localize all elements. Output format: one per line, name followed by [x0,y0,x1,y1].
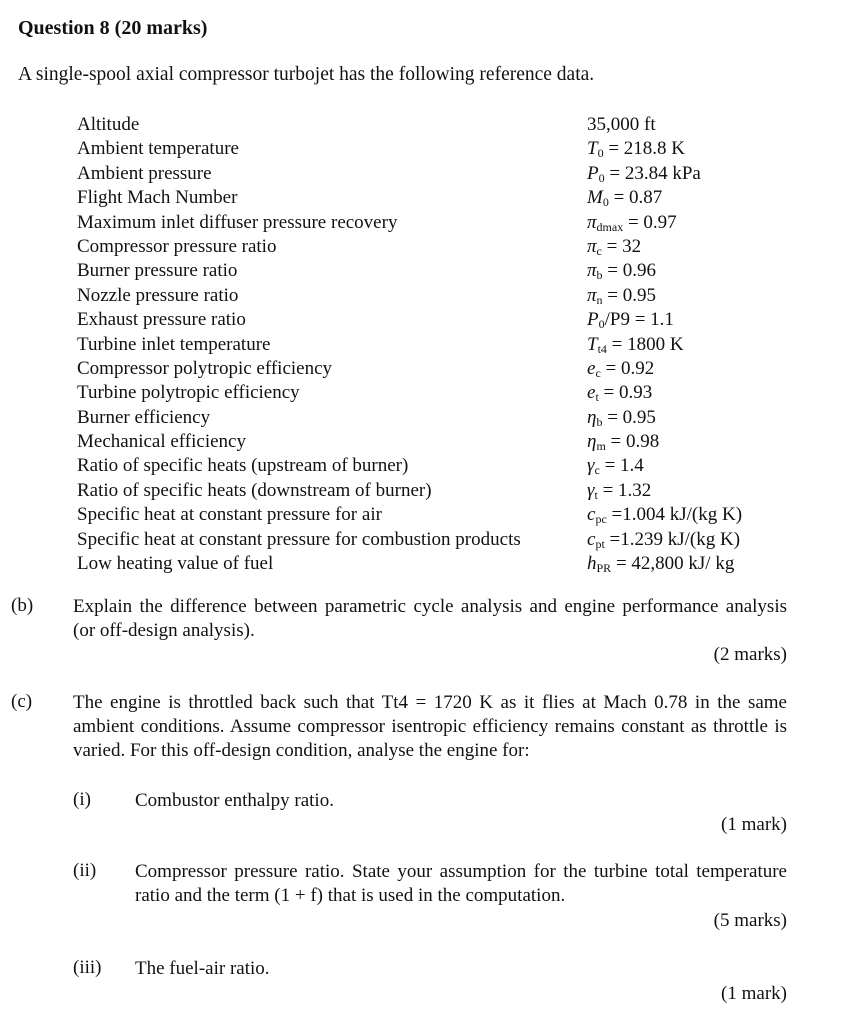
data-row-label: Maximum inlet diffuser pressure recovery [77,211,398,233]
question-intro: A single-spool axial compressor turbojet has the following reference data. [18,64,595,85]
data-row-label: Burner efficiency [77,406,211,428]
data-row-label: Turbine polytropic efficiency [77,382,300,404]
data-row-value: 35,000 ft [587,114,656,135]
data-row [77,430,777,454]
data-row-label: Ambient pressure [77,162,212,184]
data-row [77,284,777,308]
question-heading: Question 8 (20 marks) [18,17,208,39]
data-row-value: $h_{PR} = 42,800$ kJ/ kg [587,553,735,576]
data-row [77,137,777,161]
data-row-label: Compressor pressure ratio [77,235,277,257]
data-row [77,357,777,381]
part-c-ii-text: Compressor pressure ratio. State your assumption for the turbine total temperature ratio and the term (1 + f) that is used in the computation. [135,861,787,906]
data-row-label: Flight Mach Number [77,187,238,209]
data-row-label: Ratio of specific heats (upstream of burner) [77,455,409,477]
part-c-ii-marks: (5 marks) [713,910,787,931]
data-row-label: Compressor polytropic efficiency [77,357,333,379]
data-row-label: Low heating value of fuel [77,553,274,575]
data-row [77,186,777,210]
reference-data-table [77,113,777,576]
data-row [77,503,777,527]
data-row [77,528,777,552]
data-row [77,381,777,405]
data-row [77,552,777,576]
part-c-tag: (c) [11,691,33,712]
data-row-label: Mechanical efficiency [77,431,246,453]
data-row-label: Altitude [77,114,140,135]
part-c-iii-marks: (1 mark) [721,983,787,1004]
data-row-value: $\pi_n = 0.95$ [587,284,656,307]
data-row-value: $\gamma_c = 1.4$ [587,455,644,478]
data-row [77,235,777,259]
data-row [77,113,777,137]
data-row [77,406,777,430]
data-row-value: $e_c = 0.92$ [587,357,655,380]
data-row-value: $\gamma_t = 1.32$ [587,479,652,502]
data-row-label: Ratio of specific heats (downstream of burner) [77,479,432,501]
data-row-value: $T_{t4} = 1800$ K [587,333,684,356]
part-b-tag: (b) [11,595,34,616]
data-row [77,479,777,503]
data-row-value: $M_0 = 0.87$ [587,187,663,210]
data-row-value: $\pi_{dmax} = 0.97$ [587,211,677,234]
data-row-value: $\eta_b = 0.95$ [587,406,656,429]
data-row-value: $P_0/P9 = 1.1$ [587,309,674,332]
data-row-label: Specific heat at constant pressure for air [77,504,382,526]
data-row [77,308,777,332]
part-c-text: The engine is throttled back such that Tt4 = 1720 K as it flies at Mach 0.78 in the same ambient conditions. Assume compressor isentropic efficiency remains constant as throttle is varied. For this off-design condition, analyse the engine for: [73,692,787,761]
data-row-value: $T_0 = 218.8$ K [587,138,686,161]
data-row [77,259,777,283]
data-row-value: $\eta_m = 0.98$ [587,431,660,454]
data-row-label: Exhaust pressure ratio [77,309,246,331]
part-b-text: Explain the difference between parametric cycle analysis and engine performance analysis (or off-design analysis). [73,596,787,641]
data-row-label: Nozzle pressure ratio [77,284,239,306]
data-row [77,454,777,478]
part-c-i-text: Combustor enthalpy ratio. [135,790,334,811]
data-row-value: $c_{pc} =1.004$ kJ/(kg K) [587,504,743,527]
data-row-value: $\pi_b = 0.96$ [587,260,656,283]
data-row [77,211,777,235]
part-c-i-marks: (1 mark) [721,814,787,835]
part-c-iii-tag: (iii) [73,957,102,978]
data-row-label: Specific heat at constant pressure for combustion products [77,528,521,550]
part-c-i-tag: (i) [73,789,91,810]
data-row [77,162,777,186]
data-row [77,333,777,357]
data-row-value: $P_0 = 23.84$ kPa [587,162,701,185]
data-row-value: $e_t = 0.93$ [587,382,653,405]
data-row-label: Burner pressure ratio [77,260,238,282]
data-row-value: $c_{pt} =1.239$ kJ/(kg K) [587,528,741,551]
data-row-value: $\pi_c = 32$ [587,235,642,258]
part-b-marks: (2 marks) [713,644,787,665]
part-c-ii-tag: (ii) [73,860,97,881]
data-row-label: Turbine inlet temperature [77,333,271,355]
part-c-iii-text: The fuel-air ratio. [135,958,270,979]
data-row-label: Ambient temperature [77,138,239,160]
